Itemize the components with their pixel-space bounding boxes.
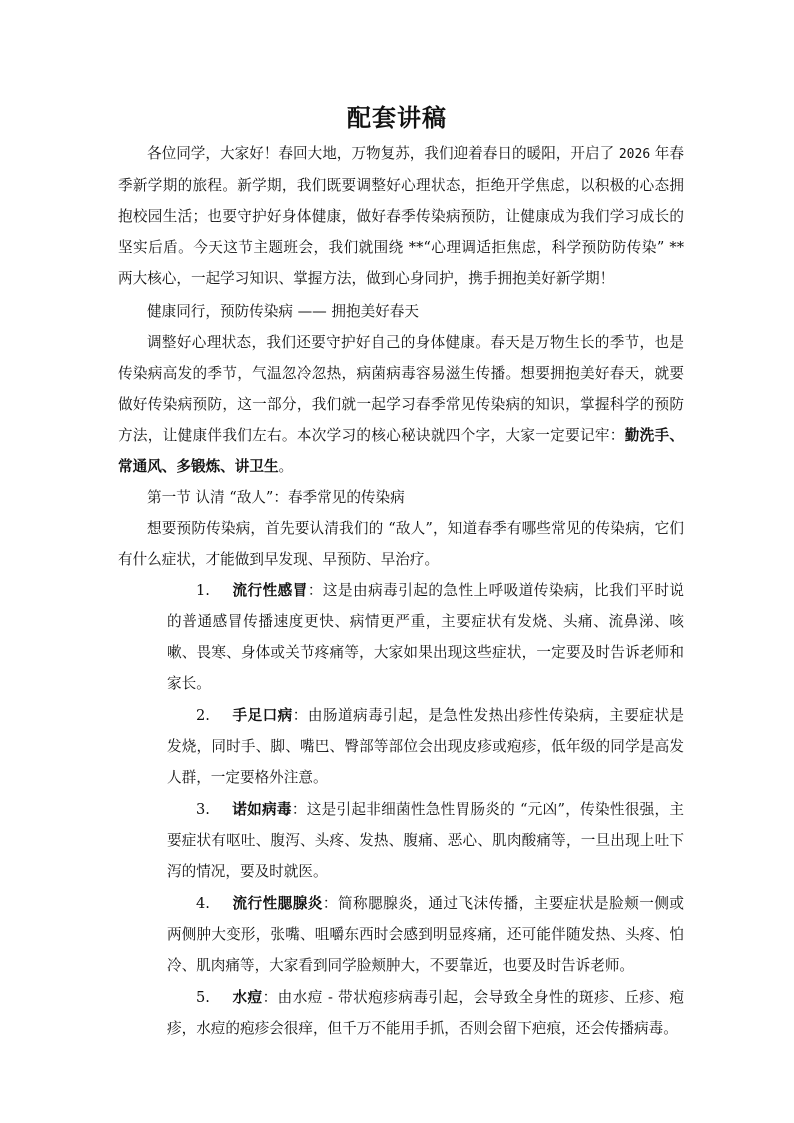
disease-description: ：由肠道病毒引起，是急性发热出疹性传染病，主要症状是发烧，同时手、脚、嘴巴、臀部等部位会出现皮疹或疱疹，低年级的同学是高发人群，一定要格外注意。: [167, 707, 684, 786]
list-item: [167, 794, 684, 887]
list-item: [167, 575, 684, 699]
document-title: 配套讲稿: [347, 103, 447, 132]
part-paragraph: [118, 327, 684, 482]
list-item-number: 5.: [196, 989, 210, 1006]
list-item-number: 1.: [196, 582, 210, 599]
section-1-heading: 第一节 认清 “敌人”：春季常见的传染病: [147, 489, 405, 506]
list-item-number: 4.: [196, 895, 210, 912]
intro-text-end: 年春季新学期的旅程。新学期，我们既要调整好心理状态，拒绝开学焦虑，以积极的心态拥抱校园生活；也要守护好身体健康，做好春季传染病预防，让健康成为我们学习成长的坚实后盾。今天这节主题班会，我们就围绕 **“心理调适拒焦虑，科学预防防传染” ** 两大核心，一起学习知识、掌握方法，做到心身同护，携手拥抱美好新学期！: [118, 145, 684, 287]
document-body: [118, 138, 684, 1045]
intro-year: 2026: [618, 147, 651, 162]
intro-text-start: 各位同学，大家好！春回大地，万物复苏，我们迎着春日的暖阳，开启了: [147, 145, 619, 162]
disease-name: 流行性感冒: [232, 582, 308, 599]
disease-name: 流行性腮腺炎: [232, 895, 323, 912]
part-text-end: 。: [278, 458, 294, 475]
disease-description: ：简称腮腺炎，通过飞沫传播，主要症状是脸颊一侧或两侧肿大变形，张嘴、咀嚼东西时会感到明显疼痛，还可能伴随发热、头疼、怕冷、肌肉痛等，大家看到同学脸颊肿大，不要靠近，也要及时告诉老师。: [167, 895, 684, 974]
disease-description: ：由水痘 - 带状疱疹病毒引起，会导致全身性的斑疹、丘疹、疱疹，水痘的疱疹会很痒，但千万不能用手抓，否则会留下疤痕，还会传播病毒。: [167, 989, 684, 1037]
section-1-paragraph: 想要预防传染病，首先要认清我们的 “敌人”，知道春季有哪些常见的传染病，它们有什么症状，才能做到早发现、早预防、早治疗。: [118, 520, 684, 568]
list-item: [167, 888, 684, 981]
list-item-number: 3.: [196, 801, 210, 818]
part-heading: 健康同行，预防传染病 —— 拥抱美好春天: [147, 303, 419, 320]
part-key-phrase: 勤洗手、常通风、多锻炼、讲卫生: [118, 427, 684, 475]
disease-description: ：这是由病毒引起的急性上呼吸道传染病，比我们平时说的普通感冒传播速度更快、病情更严重，主要症状有发烧、头痛、流鼻涕、咳嗽、畏寒、身体或关节疼痛等，大家如果出现这些症状，一定要及时告诉老师和家长。: [167, 582, 684, 692]
disease-name: 手足口病: [232, 707, 293, 724]
disease-name: 诺如病毒: [232, 801, 292, 818]
list-item: [167, 982, 684, 1044]
disease-name: 水痘: [232, 989, 263, 1006]
list-item: [167, 700, 684, 793]
intro-paragraph: [118, 138, 684, 294]
disease-list: [118, 575, 684, 1044]
list-item-number: 2.: [196, 707, 210, 724]
part-text: 调整好心理状态，我们还要守护好自己的身体健康。春天是万物生长的季节，也是传染病高发的季节，气温忽冷忽热，病菌病毒容易滋生传播。想要拥抱美好春天，就要做好传染病预防，这一部分，我们就一起学习春季常见传染病的知识，掌握科学的预防方法，让健康伴我们左右。本次学习的核心秘诀就四个字，大家一定要记牢：: [118, 334, 684, 444]
disease-description: ：这是引起非细菌性急性胃肠炎的 “元凶”，传染性很强，主要症状有呕吐、腹泻、头疼、发热、腹痛、恶心、肌肉酸痛等，一旦出现上吐下泻的情况，要及时就医。: [167, 801, 684, 880]
